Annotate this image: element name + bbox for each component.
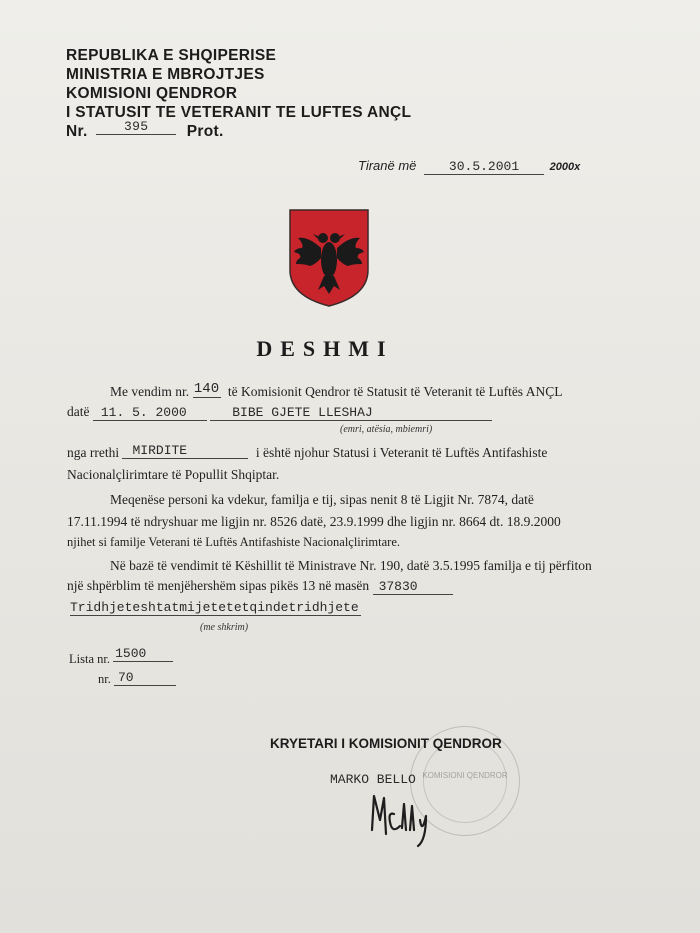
nr-value: 395 [96,119,176,135]
para2-line2: 17.11.1994 të ndryshuar me ligjin nr. 8526 datë, 23.9.1999 dhe ligjin nr. 8664 dt. 18.9.2000 [67,514,561,529]
amount-in-words: Tridhjeteshtatmijetetetqindetridhjete [70,600,359,615]
nr-row [98,672,176,688]
district-label: nga rrethi [67,445,120,460]
header-status: I STATUSIT TE VETERANIT TE LUFTES ANÇL [66,104,412,121]
protocol-number-row [66,119,224,141]
para3-line1: Në bazë të vendimit të Këshillit të Ministrave Nr. 190, datë 3.5.1995 familja e tij përfiton [110,558,592,573]
chairman-name: MARKO BELLO [330,772,416,787]
lista-label: Lista nr. [69,652,110,666]
header-republic: REPUBLIKA E SHQIPERISE [66,47,277,64]
year-suffix: 2000x [549,161,581,173]
header-ministry: MINISTRIA E MBROJTJES [66,66,265,83]
lista-value: 1500 [113,646,173,662]
list-nr-value: 70 [114,670,176,686]
status-text: i është njohur Statusi i Veteranit të Luftës Antifashiste [255,445,548,460]
amount-words-caption: (me shkrim) [200,622,249,633]
reward-amount: 37830 [373,579,453,595]
header-commission: KOMISIONI QENDROR [66,85,238,102]
decision-body: të Komisionit Qendror të Statusit të Veteranit të Luftës ANÇL [227,384,563,399]
para2-line1: Meqenëse personi ka vdekur, familja e tij, sipas nenit 8 të Ligjit Nr. 7874, datë [110,492,534,507]
handwritten-signature [360,790,440,850]
nr-label: Nr. [66,123,88,140]
date-value: 30.5.2001 [424,159,544,175]
list-nr-label: nr. [98,672,111,686]
place-date-row [358,158,580,175]
para3-line2 [67,578,453,595]
date-label: datë [67,404,90,419]
chairman-title: KRYETARI I KOMISIONIT QENDROR [270,736,502,751]
double-headed-eagle-icon [288,208,370,308]
name-caption: (emri, atësia, mbiemri) [340,424,433,435]
para1-line2 [67,404,492,421]
para1-line1 [110,381,563,402]
document-title: DESHMI [256,336,394,361]
lista-row [69,646,173,668]
signature-scribble-icon [360,790,440,850]
prot-label: Prot. [186,123,224,140]
para1-line4: Nacionalçlirimtare të Popullit Shqiptar. [67,467,280,482]
para2-line3: njihet si familje Veterani të Luftës Antifashiste Nacionalçlirimtare. [67,535,400,549]
place-label: Tiranë më [358,158,417,173]
decision-label: Me vendim nr. [110,384,190,399]
person-name: BIBE GJETE LLESHAJ [210,405,492,421]
district-value: MIRDITE [122,443,248,459]
coat-of-arms-emblem [288,208,370,308]
stamp-text: KOMISIONI QENDROR [422,771,508,780]
decision-number: 140 [193,381,220,397]
para1-line3 [67,445,547,462]
reward-text: një shpërblim të menjëhershëm sipas pikës 13 në masën [67,578,370,593]
decision-date: 11. 5. 2000 [93,405,207,421]
